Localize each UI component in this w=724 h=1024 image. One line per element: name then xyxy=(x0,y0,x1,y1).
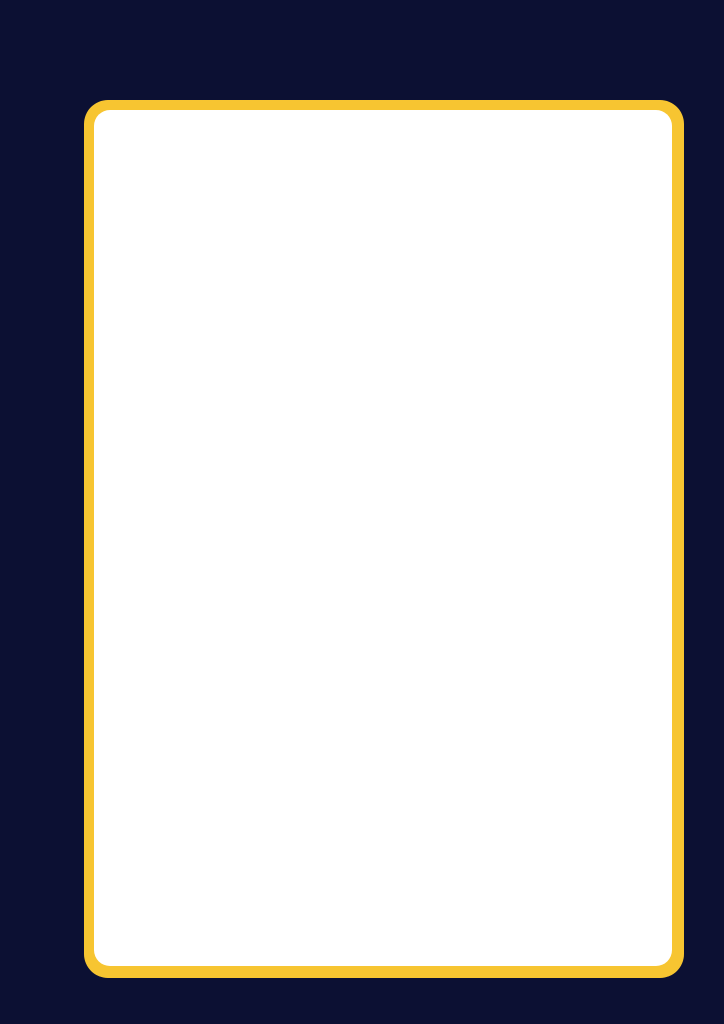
paper-sheet xyxy=(94,110,672,966)
decorative-pencils-bottom xyxy=(0,874,724,1024)
spiral-binding xyxy=(80,96,116,936)
